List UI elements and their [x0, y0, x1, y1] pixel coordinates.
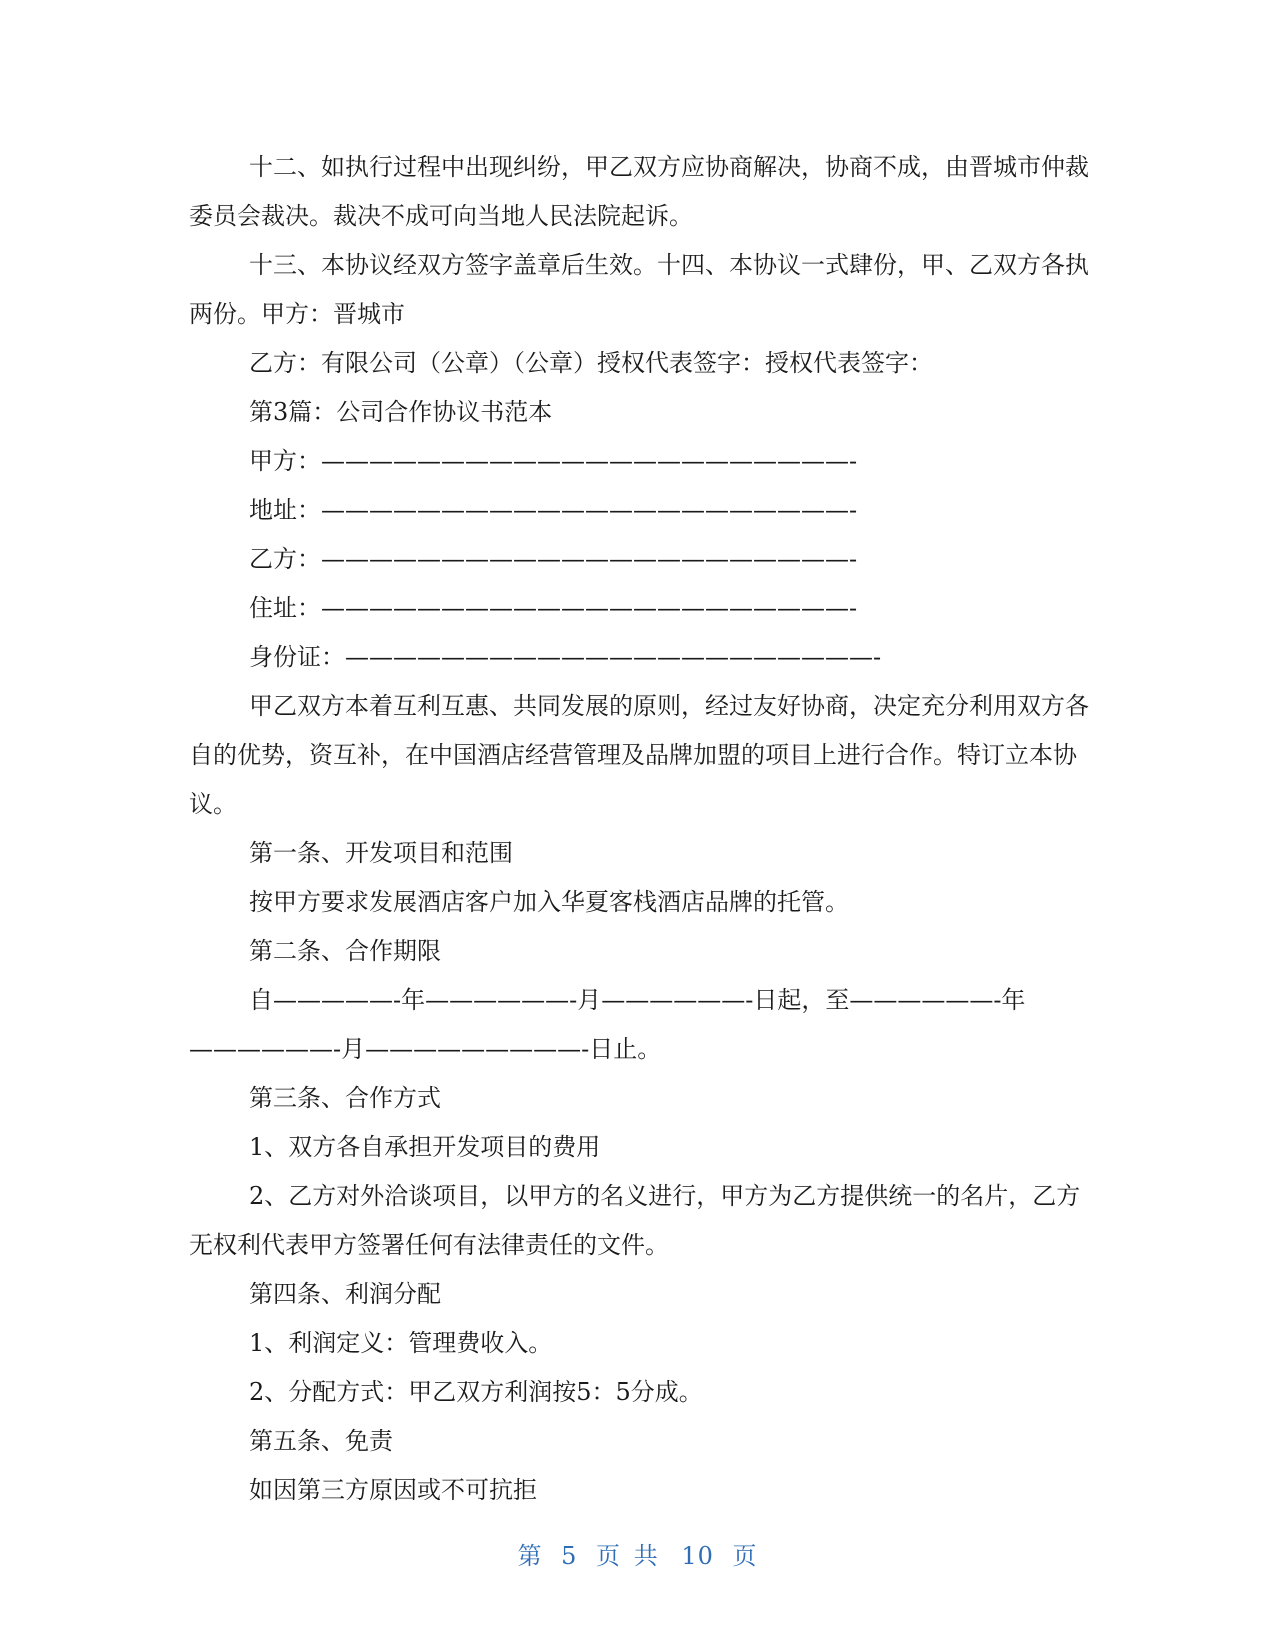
article-4-item-2: 2、分配方式：甲乙双方利润按5：5分成。 — [249, 1378, 703, 1406]
footer-current-page: 5 — [561, 1542, 578, 1570]
paragraph-preamble: 甲乙双方本着互利互惠、共同发展的原则，经过友好协商，决定充分利用双方各自的优势，资互补，在中国酒店经营管理及品牌加盟的项目上进行合作。特订立本协议。 — [189, 692, 1089, 818]
page-number-footer — [0, 1536, 1275, 1571]
article-5-body: 如因第三方原因或不可抗拒 — [249, 1476, 537, 1504]
field-party-b: 乙方：——————————————————————- — [249, 545, 858, 573]
article-2-heading: 第二条、合作期限 — [249, 937, 441, 965]
paragraph-party-b-signature: 乙方：有限公司（公章）（公章）授权代表签字：授权代表签字： — [249, 349, 933, 377]
article-3-item-1: 1、双方各自承担开发项目的费用 — [249, 1133, 601, 1161]
article-4-item-1: 1、利润定义：管理费收入。 — [249, 1329, 553, 1357]
footer-total-pages: 10 — [681, 1542, 714, 1570]
article-2-body: 自—————-年——————-月——————-日起，至——————-年——————-月—————————-日止。 — [189, 986, 1026, 1063]
article-3-heading: 第三条、合作方式 — [249, 1084, 441, 1112]
article-5-heading: 第五条、免责 — [249, 1427, 393, 1455]
document-body — [189, 143, 1089, 1515]
article-4-heading: 第四条、利润分配 — [249, 1280, 441, 1308]
article-3-item-2: 2、乙方对外洽谈项目，以甲方的名义进行，甲方为乙方提供统一的名片，乙方无权利代表甲方签署任何有法律责任的文件。 — [189, 1182, 1081, 1259]
footer-page-unit: 页 — [596, 1542, 622, 1570]
article-1-heading: 第一条、开发项目和范围 — [249, 839, 513, 867]
field-address: 地址：——————————————————————- — [249, 496, 858, 524]
paragraph-effectiveness: 十三、本协议经双方签字盖章后生效。十四、本协议一式肆份，甲、乙双方各执两份。甲方：晋城市 — [189, 251, 1089, 328]
paragraph-dispute-resolution: 十二、如执行过程中出现纠纷，甲乙双方应协商解决，协商不成，由晋城市仲裁委员会裁决。裁决不成可向当地人民法院起诉。 — [189, 153, 1089, 230]
field-residence: 住址：——————————————————————- — [249, 594, 858, 622]
footer-total-unit: 页 — [732, 1542, 758, 1570]
field-party-a: 甲方：——————————————————————- — [249, 447, 858, 475]
footer-total-prefix: 共 — [633, 1542, 659, 1570]
footer-prefix: 第 — [517, 1542, 543, 1570]
field-id-card: 身份证：——————————————————————- — [249, 643, 882, 671]
article-1-body: 按甲方要求发展酒店客户加入华夏客栈酒店品牌的托管。 — [249, 888, 849, 916]
section-title-part3: 第3篇：公司合作协议书范本 — [249, 398, 553, 426]
